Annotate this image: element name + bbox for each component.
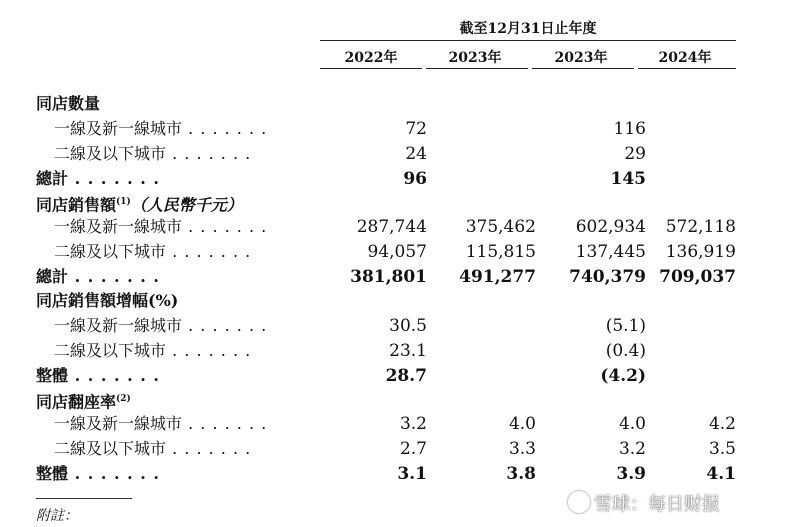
table-row [0, 116, 785, 142]
total-row [0, 264, 785, 290]
year-rule-4 [638, 68, 736, 69]
value-cell: 3.5 [708, 439, 736, 459]
row-label: 總計 . . . [36, 166, 160, 192]
year-header-2022: 2022年 [344, 50, 398, 66]
value-cell: 24 [405, 144, 427, 164]
period-header: 截至12月31日止年度 [459, 21, 597, 37]
row-label: 一線及新一線城市 . . . [54, 313, 267, 339]
section-title: 同店銷售額增幅(%) [36, 291, 179, 310]
value-cell: 145 [610, 169, 646, 189]
value-cell: 96 [403, 169, 427, 189]
table-row [0, 436, 785, 462]
value-cell: 115,815 [465, 242, 536, 262]
value-cell: 3.2 [618, 439, 646, 459]
row-label: 二線及以下城市 . . . [54, 239, 251, 265]
row-label: 整體 . . . [36, 363, 160, 389]
row-label: 二線及以下城市 . . . [54, 338, 251, 364]
value-cell: 572,118 [665, 217, 736, 237]
value-cell: (4.2) [600, 366, 646, 386]
watermark-text: 雪球：每日财报 [594, 494, 720, 515]
value-cell: (5.1) [605, 316, 646, 336]
snowball-icon [568, 491, 590, 513]
section-row [0, 189, 785, 215]
value-cell: 94,057 [367, 242, 427, 262]
value-cell: 137,445 [575, 242, 646, 262]
value-cell: 4.2 [708, 414, 736, 434]
section-row [0, 386, 785, 412]
value-cell: 3.1 [397, 464, 427, 484]
footnote-ref: (1) [116, 197, 131, 207]
value-cell: 136,919 [665, 242, 736, 262]
table-row [0, 313, 785, 339]
value-cell: 3.8 [506, 464, 536, 484]
header-rule [320, 40, 736, 41]
year-rule-3 [532, 68, 634, 69]
row-label: 整體 . . . [36, 461, 160, 487]
value-cell: 3.9 [616, 464, 646, 484]
value-cell: 4.1 [706, 464, 736, 484]
value-cell: 3.2 [399, 414, 427, 434]
section-title: 同店數量 [36, 94, 101, 113]
section-row [0, 91, 785, 117]
table-row [0, 411, 785, 437]
footnote-ref: (2) [116, 394, 131, 404]
table-row [0, 214, 785, 240]
table-row [0, 141, 785, 167]
row-label: 一線及新一線城市 . . . [54, 116, 267, 142]
value-cell: 30.5 [389, 316, 427, 336]
section-title-text: 同店翻座率 [36, 392, 117, 412]
watermark [568, 490, 720, 516]
value-cell: 287,744 [356, 217, 427, 237]
value-cell: 602,934 [575, 217, 646, 237]
value-cell: 709,037 [659, 267, 736, 287]
footnote-rule [36, 498, 132, 499]
unit-label: （人民幣千元） [130, 195, 243, 215]
value-cell: (0.4) [605, 341, 646, 361]
value-cell: 23.1 [389, 341, 427, 361]
table-row [0, 239, 785, 265]
value-cell: 740,379 [569, 267, 646, 287]
table-row [0, 338, 785, 364]
row-label: 二線及以下城市 . . . [54, 141, 251, 167]
value-cell: 491,277 [459, 267, 536, 287]
total-row [0, 461, 785, 487]
year-header-2024: 2024年 [658, 50, 712, 66]
value-cell: 28.7 [385, 366, 427, 386]
value-cell: 2.7 [399, 439, 427, 459]
section-title-text: 同店銷售額 [36, 195, 117, 215]
row-label: 一線及新一線城市 . . . [54, 214, 267, 240]
footnote-label: 附註： [36, 508, 78, 524]
value-cell: 4.0 [618, 414, 646, 434]
year-header-2023-a: 2023年 [448, 50, 502, 66]
value-cell: 72 [405, 119, 427, 139]
year-header-2023-b: 2023年 [554, 50, 608, 66]
year-rule-2 [426, 68, 528, 69]
row-label: 一線及新一線城市 . . . [54, 411, 267, 437]
value-cell: 3.3 [508, 439, 536, 459]
value-cell: 29 [624, 144, 646, 164]
value-cell: 116 [613, 119, 646, 139]
row-label: 二線及以下城市 . . . [54, 436, 251, 462]
section-row [0, 288, 785, 314]
value-cell: 4.0 [508, 414, 536, 434]
row-label: 總計 . . . [36, 264, 160, 290]
value-cell: 375,462 [465, 217, 536, 237]
value-cell: 381,801 [350, 267, 427, 287]
year-rule-1 [320, 68, 422, 69]
